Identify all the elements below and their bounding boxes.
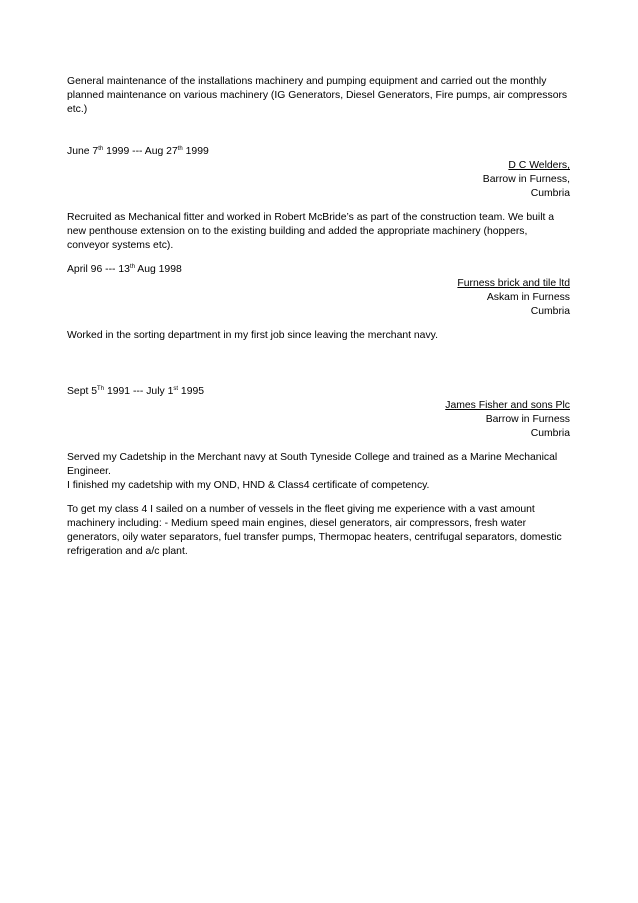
job-3-description-1: Served my Cadetship in the Merchant navy at South Tyneside College and trained as a Marine Mechanical Engineer. (67, 452, 558, 477)
intro-paragraph: General maintenance of the installations machinery and pumping equipment and carried out the monthly planned maintenance on various machinery (IG Generators, Diesel Generators, Fire pumps, air compressors etc.) (67, 76, 568, 115)
job-2-dates (67, 263, 570, 277)
job-3-company-name: James Fisher and sons Plc (445, 400, 570, 411)
job-1-date-b-sup: th (177, 146, 183, 152)
job-2-date-a-sup: th (129, 264, 135, 270)
job-3-description-2: I finished my cadetship with my OND, HND & Class4 certificate of competency. (67, 480, 430, 491)
job-2-date-a: April 96 --- 13 (67, 264, 130, 275)
job-1-town: Barrow in Furness, (482, 174, 570, 185)
job-3-date-c: 1995 (178, 386, 205, 397)
job-1-description: Recruited as Mechanical fitter and worked in Robert McBride’s as part of the construction team. We built a new penthouse extension on to the existing building and added the appropriate machinery (hoppers, conveyor systems etc). (67, 212, 555, 251)
job-2-description: Worked in the sorting department in my first job since leaving the merchant navy. (67, 330, 438, 341)
job-1-county: Cumbria (530, 188, 570, 199)
job-1-date-a: June 7 (67, 146, 99, 157)
job-1-dates (67, 145, 570, 159)
job-1-company (67, 159, 570, 173)
job-1-date-b: 1999 --- Aug 27 (103, 146, 178, 157)
job-3-date-b-sup: st (173, 386, 179, 392)
job-2-date-b: Aug 1998 (134, 264, 182, 275)
job-3-town: Barrow in Furness (485, 414, 570, 425)
job-1-date-c: 1999 (182, 146, 209, 157)
job-3-description-3: To get my class 4 I sailed on a number of vessels in the fleet giving me experience with a vast amount machinery including: - Medium speed main engines, diesel generators, air compressors, fresh water generators, oily water separators, fuel transfer pumps, Thermopac heaters, centrifugal separators, domestic refrigeration and a/c plant. (67, 504, 562, 557)
job-3-date-a-sup: Th (97, 386, 105, 392)
job-3-county: Cumbria (530, 428, 570, 439)
job-1-date-a-sup: th (98, 146, 104, 152)
job-3-company (67, 399, 570, 413)
cv-page (67, 75, 570, 559)
job-2-company (67, 277, 570, 291)
job-2-town: Askam in Furness (486, 292, 570, 303)
job-2-county: Cumbria (530, 306, 570, 317)
job-3-date-b: 1991 --- July 1 (104, 386, 174, 397)
job-3-dates (67, 385, 570, 399)
job-2-company-name: Furness brick and tile ltd (457, 278, 570, 289)
job-3-date-a: Sept 5 (67, 386, 98, 397)
job-1-company-name: D C Welders, (508, 160, 570, 171)
